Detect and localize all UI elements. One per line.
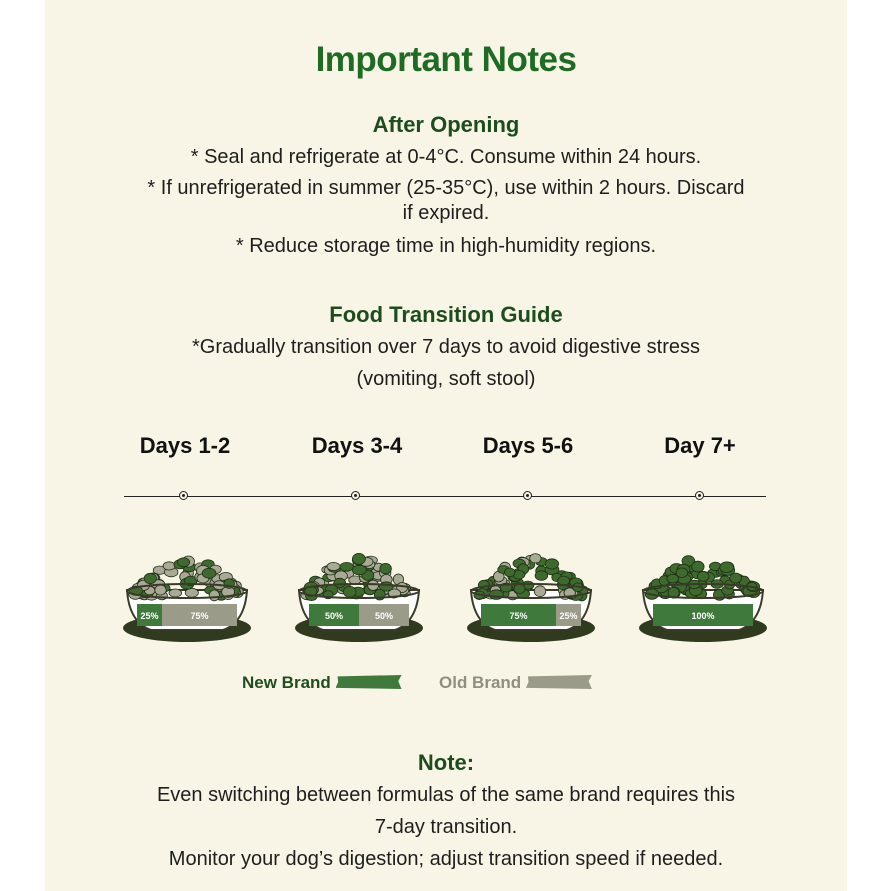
note-line-3: Monitor your dog’s digestion; adjust transition speed if needed. — [168, 848, 724, 870]
new-brand-percent: 100% — [691, 611, 715, 621]
timeline-marker-4 — [695, 491, 704, 500]
stage-label-days-5-6: Days 5-6 — [482, 433, 574, 458]
transition-line-1: *Gradually transition over 7 days to avoid digestive stress — [191, 336, 701, 358]
old-brand-percent: 50% — [374, 611, 394, 621]
after-opening-line-3: if expired. — [402, 202, 490, 224]
stage-label-days-3-4: Days 3-4 — [311, 433, 403, 458]
food-bowl-stage-3 — [465, 540, 597, 653]
new-brand-percent: 50% — [324, 611, 344, 621]
food-bowl-stage-2 — [293, 540, 425, 653]
new-brand-percent: 25% — [140, 611, 159, 621]
timeline-marker-3 — [523, 491, 532, 500]
new-brand-percent: 75% — [509, 611, 528, 621]
transition-heading: Food Transition Guide — [329, 302, 563, 327]
transition-line-2: (vomiting, soft stool) — [356, 368, 536, 390]
timeline-marker-1 — [179, 491, 188, 500]
note-line-1: Even switching between formulas of the same brand requires this — [156, 784, 736, 806]
note-heading: Note: — [417, 750, 475, 775]
page-title: Important Notes — [315, 40, 577, 79]
food-bowl-stage-4 — [637, 540, 769, 653]
legend-new-brand-swatch — [336, 675, 402, 689]
note-line-2: 7-day transition. — [374, 816, 518, 838]
after-opening-line-1: * Seal and refrigerate at 0-4°C. Consume within 24 hours. — [190, 146, 702, 168]
stage-label-days-1-2: Days 1-2 — [139, 433, 231, 458]
old-brand-percent: 25% — [559, 611, 578, 621]
after-opening-heading: After Opening — [372, 112, 520, 137]
timeline-line — [124, 496, 766, 497]
legend-new-brand-label: New Brand — [242, 673, 331, 692]
legend-old-brand-swatch — [526, 675, 592, 689]
legend-old-brand — [439, 673, 592, 693]
stage-label-day-7: Day 7+ — [664, 433, 736, 458]
legend-new-brand — [242, 673, 402, 693]
after-opening-line-4: * Reduce storage time in high-humidity regions. — [235, 235, 657, 257]
old-brand-percent: 75% — [190, 611, 209, 621]
timeline-marker-2 — [351, 491, 360, 500]
legend-old-brand-label: Old Brand — [439, 673, 522, 692]
food-bowl-stage-1 — [121, 540, 253, 653]
after-opening-line-2: * If unrefrigerated in summer (25-35°C), use within 2 hours. Discard — [147, 177, 745, 199]
